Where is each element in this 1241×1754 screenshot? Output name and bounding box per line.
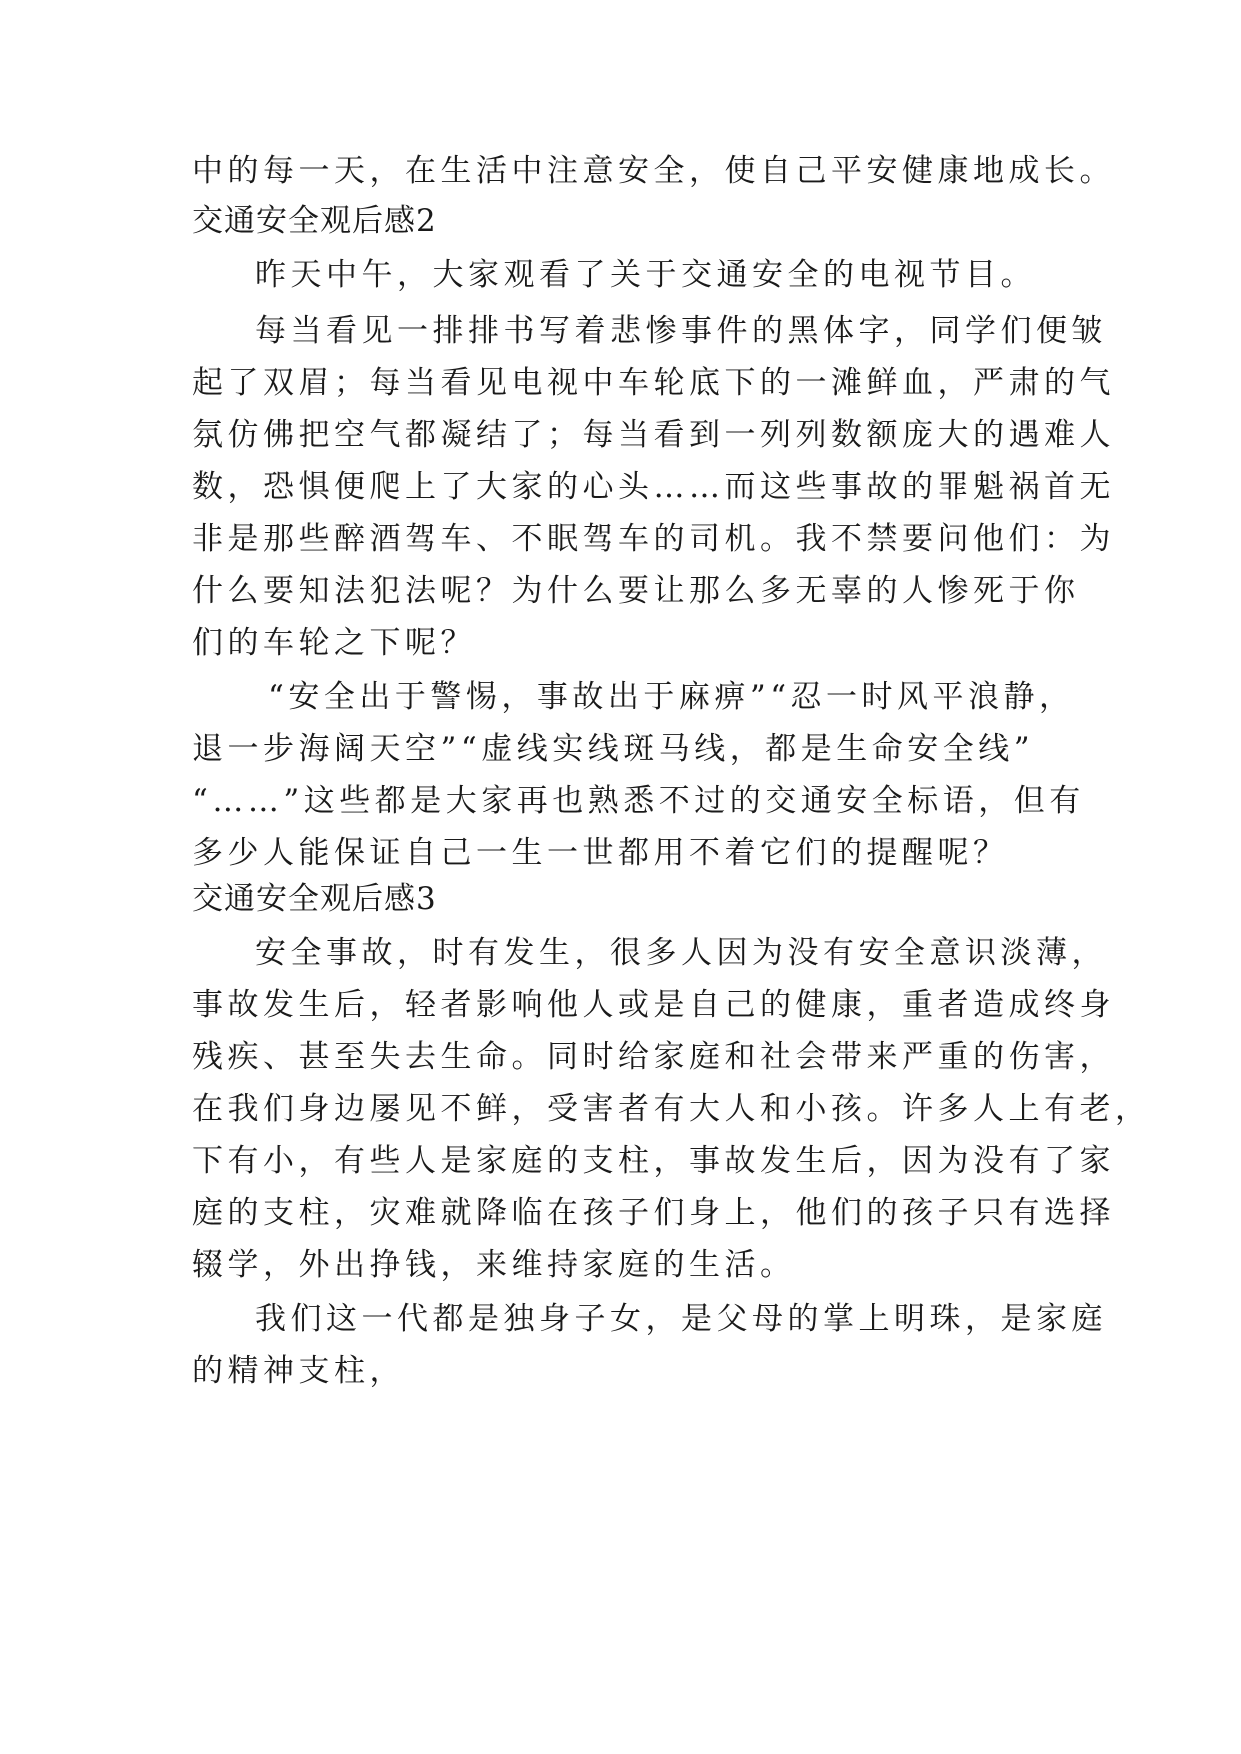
text-line: 氛仿佛把空气都凝结了；每当看到一列列数额庞大的遇难人	[192, 417, 1115, 453]
text-line: 安全事故，时有发生，很多人因为没有安全意识淡薄，	[255, 935, 1107, 971]
text-line: 中的每一天，在生活中注意安全，使自己平安健康地成长。	[192, 153, 1115, 189]
text-line: 我们这一代都是独身子女，是父母的掌上明珠，是家庭	[255, 1301, 1107, 1337]
text-line: 辍学，外出挣钱，来维持家庭的生活。	[192, 1247, 796, 1283]
text-line: 在我们身边屡见不鲜，受害者有大人和小孩。许多人上有老，	[192, 1091, 1151, 1127]
text-line: “安全出于警惕，事故出于麻痹”“忍一时风平浪静，	[268, 679, 1075, 715]
text-line: 残疾、甚至失去生命。同时给家庭和社会带来严重的伤害，	[192, 1039, 1115, 1075]
section-heading-2: 交通安全观后感2	[192, 203, 437, 239]
text-line: 起了双眉；每当看见电视中车轮底下的一滩鲜血，严肃的气	[192, 365, 1115, 401]
text-line: 的精神支柱，	[192, 1353, 405, 1389]
text-line: 庭的支柱，灾难就降临在孩子们身上，他们的孩子只有选择	[192, 1195, 1115, 1231]
text-line: 非是那些醉酒驾车、不眠驾车的司机。我不禁要问他们：为	[192, 521, 1115, 557]
text-line: 退一步海阔天空”“虚线实线斑马线，都是生命安全线”	[192, 731, 1035, 767]
text-line: 多少人能保证自己一生一世都用不着它们的提醒呢？	[192, 835, 1009, 871]
text-line: “……”这些都是大家再也熟悉不过的交通安全标语，但有	[192, 783, 1085, 819]
text-line: 数，恐惧便爬上了大家的心头……而这些事故的罪魁祸首无	[192, 469, 1115, 505]
text-line: 下有小，有些人是家庭的支柱，事故发生后，因为没有了家	[192, 1143, 1115, 1179]
text-line: 事故发生后，轻者影响他人或是自己的健康，重者造成终身	[192, 987, 1115, 1023]
section-heading-3: 交通安全观后感3	[192, 881, 437, 917]
text-line: 昨天中午，大家观看了关于交通安全的电视节目。	[255, 257, 1036, 293]
text-line: 每当看见一排排书写着悲惨事件的黑体字，同学们便皱	[255, 313, 1107, 349]
text-line: 们的车轮之下呢？	[192, 625, 476, 661]
text-line: 什么要知法犯法呢？为什么要让那么多无辜的人惨死于你	[192, 573, 1080, 609]
